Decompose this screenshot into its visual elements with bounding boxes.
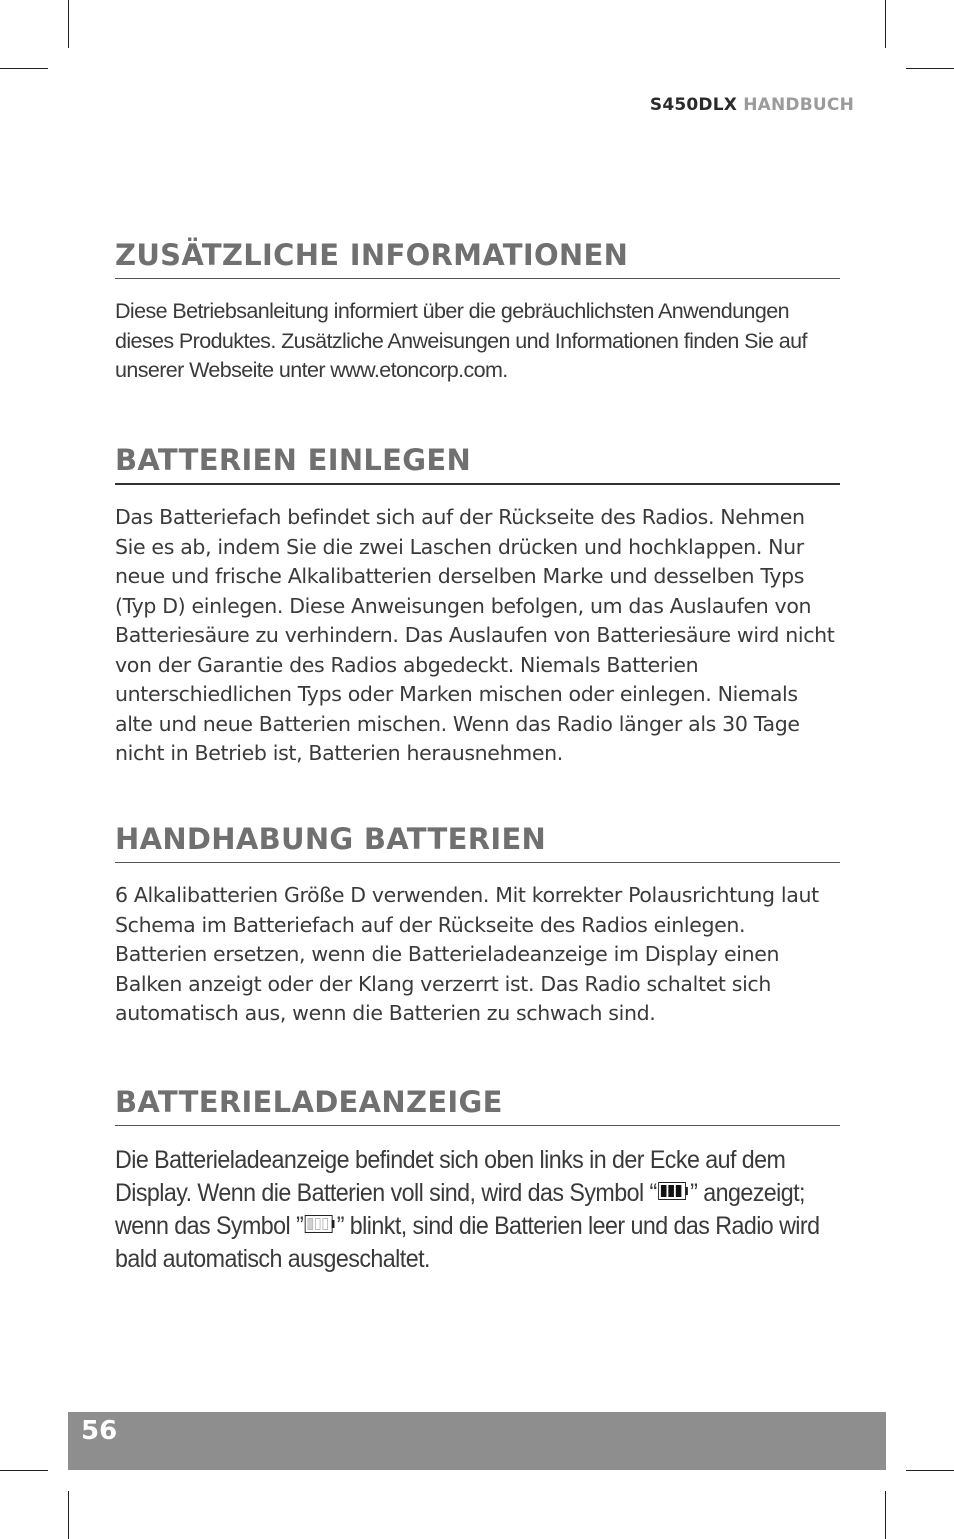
section-body xyxy=(115,1144,840,1276)
crop-mark xyxy=(0,68,48,69)
crop-mark xyxy=(68,1491,69,1539)
section-body: 6 Alkalibatterien Größe D verwenden. Mit korrekter Polausrichtung laut Schema im Batteriefach auf der Rückseite des Radios einlegen. Batterien ersetzen, wenn die Batterieladeanzeige im Display einen Balken anzeigt oder der Klang verzerrt ist. Das Radio schaltet sich automatisch aus, wenn die Batterien zu schwach sind. xyxy=(115,883,819,1025)
crop-mark xyxy=(906,1470,954,1471)
section-title: HANDHABUNG BATTERIEN xyxy=(115,822,840,863)
battery-empty-icon xyxy=(305,1215,335,1233)
body-text: ” angezeigt; wenn das Symbol ” xyxy=(115,1179,805,1240)
section-title: BATTERIEN EINLEGEN xyxy=(115,443,840,485)
page-number: 56 xyxy=(81,1416,118,1446)
crop-mark xyxy=(0,1470,48,1471)
section-title: ZUSÄTZLICHE INFORMATIONEN xyxy=(115,238,840,279)
footer-bar xyxy=(68,1412,886,1470)
document-type: HANDBUCH xyxy=(743,95,854,115)
crop-mark xyxy=(885,1491,886,1539)
section-battery-indicator xyxy=(115,1085,840,1276)
section-additional-info xyxy=(115,238,840,386)
section-insert-batteries xyxy=(115,443,840,769)
crop-mark xyxy=(885,0,886,48)
crop-mark xyxy=(68,0,69,48)
crop-mark xyxy=(906,68,954,69)
running-header xyxy=(650,95,854,115)
section-title: BATTERIELADEANZEIGE xyxy=(115,1085,840,1126)
section-body: Das Batteriefach befindet sich auf der Rückseite des Radios. Nehmen Sie es ab, indem Sie die zwei Laschen drücken und hochklappen. Nur neue und frische Alkalibatterien derselben Marke und desselben Typs (Typ D) einlegen. Diese Anweisungen befolgen, um das Auslaufen von Batteriesäure zu verhindern. Das Auslaufen von Batteriesäure wird nicht von der Garantie des Radios abgedeckt. Niemals Batterien unterschiedlichen Typs oder Marken mischen oder einlegen. Niemals alte und neue Batterien mischen. Wenn das Radio länger als 30 Tage nicht in Betrieb ist, Batterien herausnehmen. xyxy=(115,505,835,765)
model-name: S450DLX xyxy=(649,95,738,115)
body-text: Die Batterieladeanzeige befindet sich oben links in der Ecke auf dem Display. Wenn die Batterien voll sind, wird das Symbol “ xyxy=(115,1146,786,1207)
section-battery-handling xyxy=(115,822,840,1029)
battery-full-icon xyxy=(658,1182,688,1200)
section-body: Diese Betriebsanleitung informiert über die gebräuchlichsten Anwendungen dieses Produktes. Zusätzliche Anweisungen und Informationen finden Sie auf unserer Webseite unter www.etoncorp.com. xyxy=(115,299,807,382)
body-text: ” blinkt, sind die Batterien leer und das Radio wird bald automatisch ausgeschaltet. xyxy=(115,1212,820,1273)
